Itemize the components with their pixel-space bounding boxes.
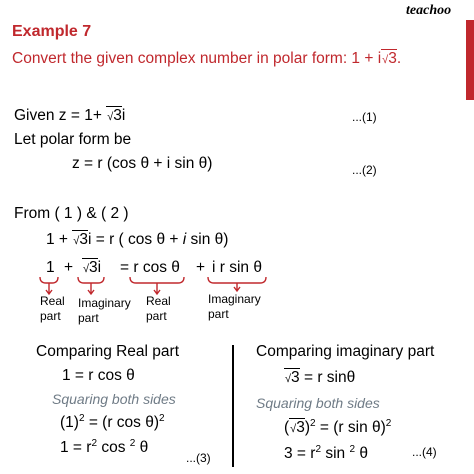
- given-label: Given z = 1+: [14, 107, 107, 124]
- real-title: Comparing Real part: [36, 343, 180, 360]
- polar-formula: z = r (cos θ + i sin θ): [72, 155, 213, 172]
- eq-number-3: ...(3): [186, 451, 211, 465]
- eq-number-1: ...(1): [352, 110, 377, 124]
- eq-number-2: ...(2): [352, 163, 377, 177]
- example-title: Example 7: [12, 23, 92, 40]
- real-note: Squaring both sides: [52, 391, 176, 407]
- bracket-real-1: [40, 277, 58, 283]
- arrow-real-2: [154, 283, 160, 294]
- given-suffix: i: [121, 107, 126, 124]
- arrow-imag-2: [234, 283, 240, 291]
- eq-number-4: ...(4): [412, 445, 437, 459]
- question-suffix: .: [396, 50, 402, 67]
- bracket-real-2: [130, 277, 184, 283]
- imag-eq3: $3 = r^2$ sin $^2$ θ: [284, 444, 368, 462]
- question-root: √3: [382, 50, 397, 67]
- from-line1-i: i: [182, 231, 187, 248]
- from-line1-b: i = r ( cos θ +: [87, 231, 183, 248]
- from-line2-eq: = r cos θ: [120, 259, 180, 276]
- label-imag-2: Imaginary part: [208, 292, 261, 321]
- imag-note: Squaring both sides: [256, 395, 380, 411]
- from-label: From ( 1 ) & ( 2 ): [14, 205, 129, 222]
- from-line1-root: √3: [73, 231, 88, 248]
- from-line2-plus2: +: [196, 259, 206, 276]
- given-root: √3: [107, 107, 122, 124]
- label-real-1: Real part: [40, 294, 65, 323]
- bracket-imag-1: [78, 277, 104, 283]
- brand-logo: teachoo: [406, 3, 452, 18]
- column-divider: [232, 345, 234, 467]
- question-prefix: Convert the given complex number in polar form: 1 + i: [12, 50, 382, 67]
- from-line2-term: i r sin θ: [212, 259, 262, 276]
- arrow-imag-1: [88, 283, 94, 294]
- label-real-2: Real part: [146, 294, 171, 323]
- from-line2-root: √3i: [83, 259, 102, 276]
- arrow-real-1: [46, 283, 52, 294]
- from-line1-c: sin θ): [186, 231, 229, 248]
- bracket-imag-2: [208, 277, 266, 283]
- imag-eq1: √3 = r sinθ: [285, 369, 356, 386]
- real-eq3: $1 = r^2$ cos $^2$ θ: [60, 438, 149, 456]
- from-line2-one: 1: [46, 259, 55, 276]
- from-line2-plus1: +: [64, 259, 74, 276]
- imag-title: Comparing imaginary part: [256, 343, 435, 360]
- real-eq1: 1 = r cos θ: [62, 367, 135, 384]
- polar-label: Let polar form be: [14, 131, 132, 148]
- imag-eq2: $(√3)^2 = (r$ sin θ)$^2$: [284, 418, 392, 436]
- label-imag-1: Imaginary part: [78, 296, 131, 325]
- real-eq2: $(1)^2 = (r$ cos θ)$^2$: [60, 413, 165, 431]
- from-line1-a: 1 +: [46, 231, 73, 248]
